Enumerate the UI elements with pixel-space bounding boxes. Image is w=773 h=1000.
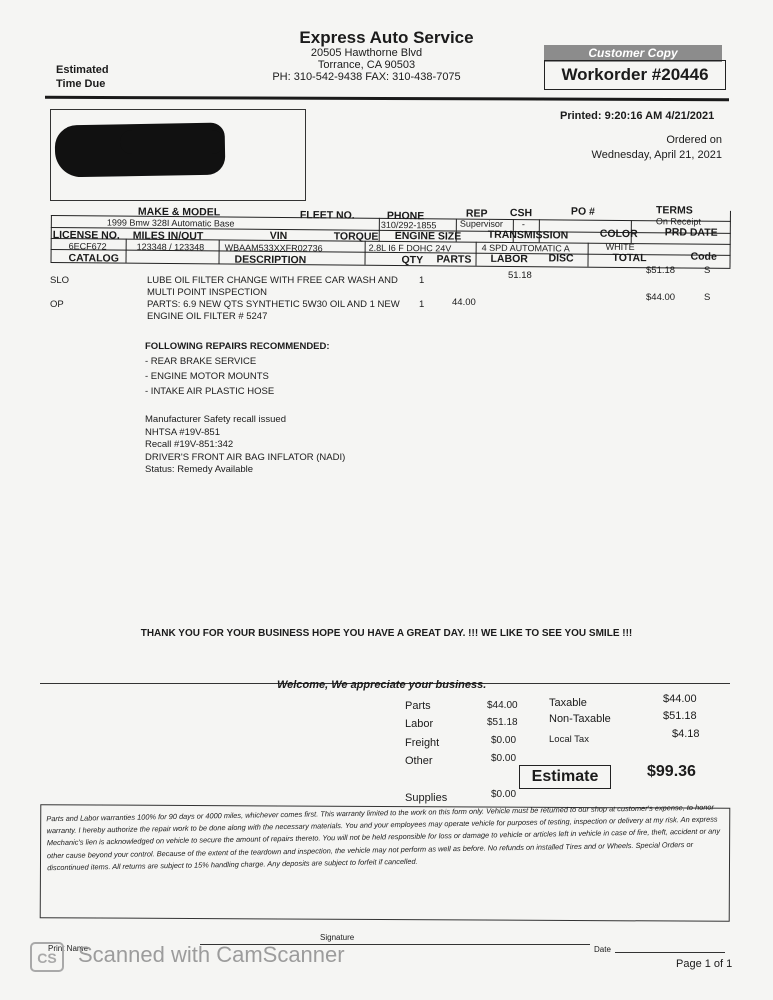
- shop-city: Torrance, CA 90503: [317, 59, 416, 71]
- parts-label: Parts: [405, 700, 431, 712]
- print-name-label: Print Name: [48, 944, 89, 953]
- license-value: 6ECF672: [68, 241, 107, 252]
- header-parts: PARTS: [436, 253, 472, 266]
- printed-timestamp: Printed: 9:20:16 AM 4/21/2021: [560, 110, 715, 122]
- header-labor: LABOR: [490, 252, 528, 266]
- transmission-value: 4 SPD AUTOMATIC A: [481, 242, 570, 254]
- other-amount: $0.00: [491, 753, 517, 764]
- labor-label: Labor: [405, 718, 434, 730]
- header-miles: MILES IN/OUT: [132, 229, 204, 243]
- csh-value: -: [521, 219, 525, 230]
- header-terms: TERMS: [655, 204, 693, 217]
- engine-value: 2.8L I6 F DOHC 24V: [368, 242, 452, 254]
- recall-line: Manufacturer Safety recall issued: [145, 414, 286, 425]
- item-catalog: OP: [50, 299, 64, 310]
- header-make-model: MAKE & MODEL: [137, 205, 221, 219]
- grid-line: [587, 243, 588, 267]
- vehicle-info-grid: [50, 205, 731, 279]
- estimated-label: Estimated: [56, 64, 109, 76]
- local-tax-label: Local Tax: [549, 734, 589, 745]
- recall-line: Status: Remedy Available: [145, 464, 254, 475]
- item-qty: 1: [419, 299, 425, 310]
- workorder-number: Workorder #20446: [544, 60, 726, 90]
- taxable-amount: $44.00: [663, 693, 697, 705]
- date-label: Date: [594, 945, 611, 954]
- item-description: MULTI POINT INSPECTION: [147, 287, 267, 298]
- estimate-label: Estimate: [519, 765, 611, 789]
- recall-line: DRIVER'S FRONT AIR BAG INFLATOR (NADI): [145, 451, 346, 463]
- redaction-mark: [120, 130, 224, 154]
- local-tax-amount: $4.18: [672, 728, 700, 740]
- header-prd-date: PRD DATE: [664, 226, 718, 239]
- header-csh: CSH: [509, 207, 533, 220]
- header-transmission: TRANSMISSION: [487, 228, 569, 242]
- header-rep: REP: [465, 207, 488, 220]
- grid-line: [729, 211, 730, 268]
- header-code: Code: [690, 250, 717, 263]
- header-phone: PHONE: [386, 209, 425, 223]
- thank-you-message: THANK YOU FOR YOUR BUSINESS HOPE YOU HAVE A GREAT DAY. !!! WE LIKE TO SEE YOU SMILE !!!: [140, 628, 633, 639]
- recall-notice: [145, 414, 345, 477]
- header-qty: QTY: [401, 254, 424, 267]
- grand-total: $99.36: [647, 763, 696, 780]
- rep-value: Supervisor: [459, 218, 503, 229]
- page-number: Page 1 of 1: [676, 958, 733, 970]
- non-taxable-amount: $51.18: [663, 710, 697, 722]
- freight-amount: $0.00: [491, 735, 517, 746]
- grid-line: [475, 242, 476, 266]
- labor-amount: $51.18: [487, 717, 518, 728]
- freight-label: Freight: [405, 737, 440, 749]
- header-divider: [45, 96, 729, 101]
- header-fleet-no: FLEET NO.: [299, 209, 355, 222]
- item-catalog: SLO: [50, 275, 70, 286]
- supplies-label: Supplies: [405, 792, 448, 804]
- item-description: ENGINE OIL FILTER # 5247: [147, 311, 268, 322]
- header-total: TOTAL: [612, 251, 647, 265]
- non-taxable-label: Non-Taxable: [549, 713, 611, 725]
- item-parts: 44.00: [452, 297, 476, 308]
- recall-line: Recall #19V-851:342: [145, 439, 234, 450]
- color-value: WHITE: [605, 241, 635, 253]
- date-line[interactable]: [615, 952, 725, 953]
- signature-label: Signature: [320, 933, 355, 942]
- ordered-date: Wednesday, April 21, 2021: [591, 149, 722, 161]
- grid-line: [125, 239, 126, 263]
- warranty-text: Parts and Labor warranties 100% for 90 days or 4000 miles, whichever comes first. This warranty limited to the work on this form only. Vehicle must be returned to our shop at customer's expense, to honor warranty. I hereby authorize the repair work to be done along with the necessary materials. You and your employees may operate vehicle for purposes of testing, inspection or delivery at my risk. An express Mechanic's lien is acknowledged on vehicle to secure the amount of repairs thereto. You will not be held responsible for loss or damage to vehicle or articles left in vehicle in case of fire, theft, accident or any other cause beyond your control. Because of the extent of the teardown and inspection, the vehicle may not perform as well as before. No refunds on installed Tires and or Wheels. Special Orders or discontinued items. All returns are subject to 15% handling charge. Any deposits are subject to forfeit if cancelled.: [46, 802, 721, 873]
- shop-street: 20505 Hawthorne Blvd: [310, 47, 423, 59]
- estimated-time-due: [56, 63, 109, 91]
- header-color: COLOR: [599, 227, 638, 241]
- header-engine-size: ENGINE SIZE: [394, 230, 462, 243]
- item-code: S: [704, 265, 711, 276]
- ordered-label: Ordered on: [666, 134, 722, 146]
- item-total: $51.18: [646, 265, 676, 276]
- item-description: PARTS: 6.9 NEW QTS SYNTHETIC 5W30 OIL AND 1 NEW: [147, 299, 400, 310]
- shop-phones: PH: 310-542-9438 FAX: 310-438-7075: [272, 71, 461, 83]
- welcome-message: Welcome, We appreciate your business.: [277, 679, 487, 691]
- item-code: S: [704, 292, 711, 303]
- recommended-item: - ENGINE MOTOR MOUNTS: [145, 371, 269, 382]
- recommended-title: FOLLOWING REPAIRS RECOMMENDED:: [145, 341, 330, 352]
- vin-value: WBAAM533XXFR02736: [224, 242, 323, 254]
- supplies-amount: $0.00: [491, 789, 517, 800]
- terms-value: On Receipt: [655, 216, 701, 227]
- shop-name: Express Auto Service: [299, 28, 474, 47]
- header-description: DESCRIPTION: [234, 253, 307, 267]
- item-qty: 1: [419, 275, 425, 286]
- item-labor: 51.18: [508, 270, 532, 281]
- grid-line: [379, 218, 380, 241]
- ordered-on: [560, 133, 722, 163]
- header-disc: DISC: [548, 252, 574, 265]
- parts-amount: $44.00: [487, 700, 518, 711]
- taxable-label: Taxable: [549, 697, 587, 709]
- miles-value: 123348 / 123348: [136, 241, 205, 253]
- grid-line: [218, 239, 219, 263]
- camscanner-watermark: Scanned with CamScanner: [78, 942, 345, 967]
- item-total: $44.00: [646, 292, 676, 303]
- warranty-box: [40, 804, 731, 922]
- header-license: LICENSE NO.: [52, 229, 120, 242]
- make-model-value: 1999 Bmw 328I Automatic Base: [106, 217, 235, 229]
- header-torque: TORQUE: [333, 230, 379, 243]
- header-vin: VIN: [269, 229, 288, 243]
- phone-value: 310/292-1855: [380, 219, 437, 231]
- item-description: LUBE OIL FILTER CHANGE WITH FREE CAR WASH AND: [147, 275, 398, 286]
- recommended-item: - INTAKE AIR PLASTIC HOSE: [145, 386, 275, 397]
- camscanner-logo-icon: CS: [30, 942, 64, 972]
- other-label: Other: [405, 755, 433, 767]
- customer-copy-banner: Customer Copy: [544, 45, 722, 62]
- recommended-item: - REAR BRAKE SERVICE: [145, 356, 257, 367]
- header-catalog: CATALOG: [68, 252, 119, 265]
- recall-line: NHTSA #19V-851: [145, 426, 220, 438]
- grid-line: [51, 215, 52, 262]
- grid-line: [364, 241, 365, 265]
- header-po: PO #: [570, 205, 595, 218]
- time-due-label: Time Due: [56, 78, 106, 90]
- recommended-repairs: [145, 339, 330, 399]
